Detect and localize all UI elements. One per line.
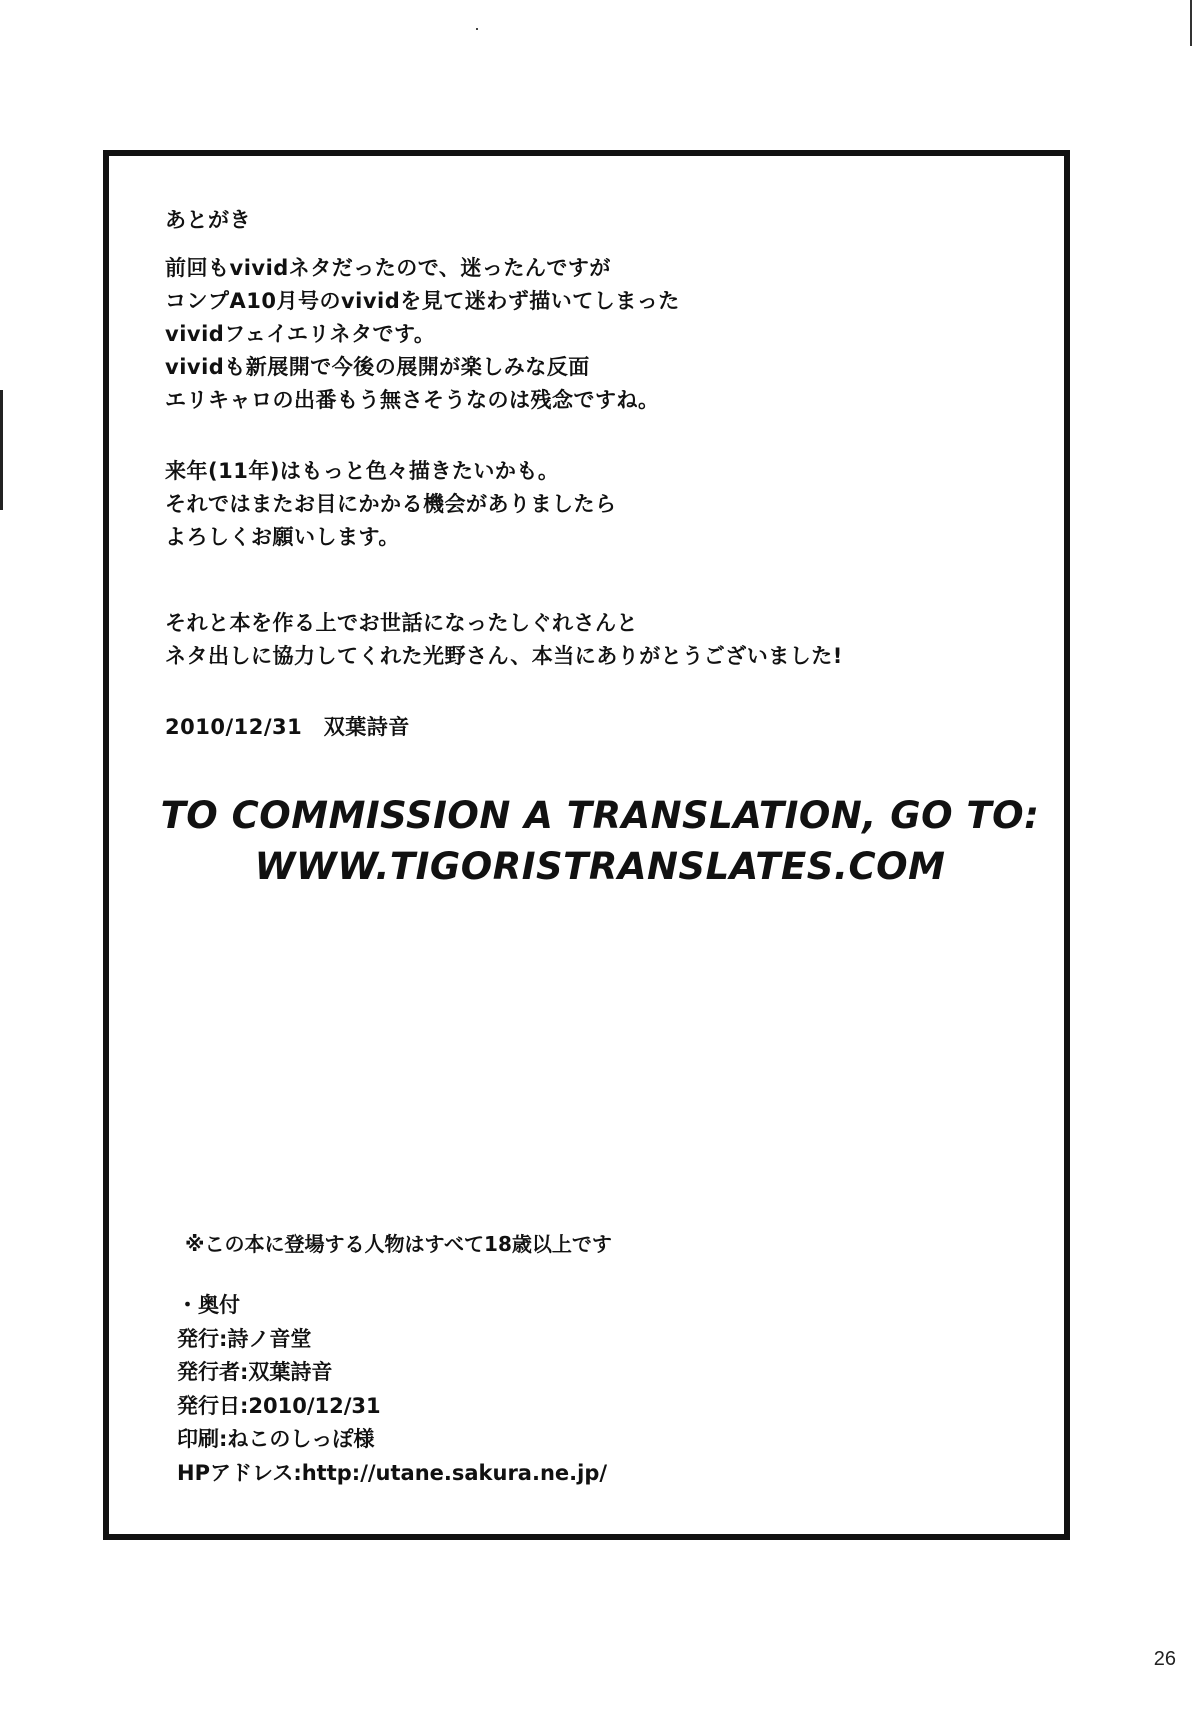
text-line: それと本を作る上でお世話になったしぐれさんと	[165, 611, 638, 635]
afterword-paragraph-3	[165, 607, 843, 673]
colophon-printer: 印刷:ねこのしっぽ様	[177, 1427, 375, 1451]
colophon-publisher: 発行:詩ノ音堂	[177, 1326, 312, 1351]
text-line: 来年(11年)はもっと色々描きたいかも。	[165, 459, 560, 483]
text-line: コンプA10月号のvividを見て迷わず描いてしまった	[165, 289, 680, 313]
colophon-author: 発行者:双葉詩音	[177, 1360, 333, 1384]
text-line: vividフェイエリネタです。	[165, 322, 436, 346]
translation-notice-url: WWW.TIGORISTRANSLATES.COM	[254, 845, 946, 888]
text-line: ネタ出しに協力してくれた光野さん、本当にありがとうございました!	[165, 644, 843, 668]
age-disclaimer: ※この本に登場する人物はすべて18歳以上です	[185, 1232, 612, 1256]
colophon-title: ・奥付	[177, 1293, 240, 1317]
page-number: 26	[1153, 1648, 1176, 1670]
scan-edge-mark-right	[1190, 0, 1192, 46]
afterword-heading: あとがき	[165, 208, 251, 232]
scan-speck	[476, 28, 478, 30]
colophon-date: 発行日:2010/12/31	[177, 1393, 381, 1418]
text-line: よろしくお願いします。	[165, 525, 400, 549]
afterword-paragraph-2	[165, 455, 617, 554]
text-line: vividも新展開で今後の展開が楽しみな反面	[165, 355, 590, 379]
afterword-paragraph-1	[165, 252, 680, 417]
colophon-homepage: HPアドレス:http://utane.sakura.ne.jp/	[177, 1460, 608, 1485]
colophon	[177, 1289, 607, 1490]
text-line: 前回もvividネタだったので、迷ったんですが	[165, 256, 611, 280]
text-line: それではまたお目にかかる機会がありましたら	[165, 492, 617, 516]
translation-notice-line-1: TO COMMISSION A TRANSLATION, GO TO:	[160, 794, 1040, 837]
translation-notice	[72, 790, 1128, 892]
scan-edge-mark	[0, 390, 3, 510]
afterword-signature: 2010/12/31 双葉詩音	[165, 715, 410, 739]
text-line: エリキャロの出番もう無さそうなのは残念ですね。	[165, 388, 660, 412]
